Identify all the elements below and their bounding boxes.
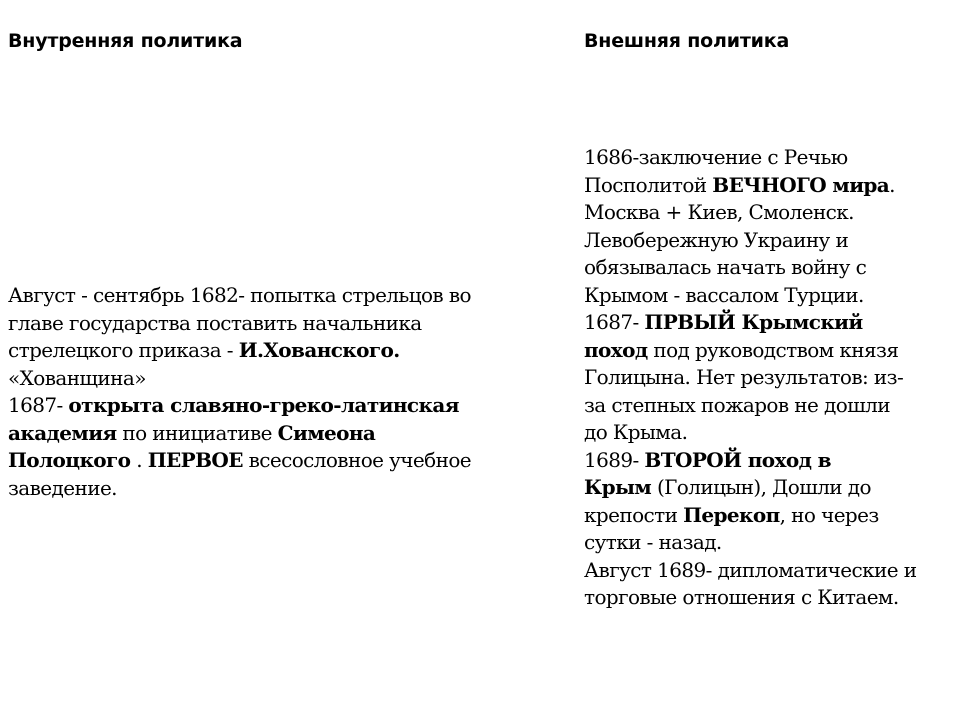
text-line [584,254,956,282]
text-line [8,392,568,420]
text-line [584,282,956,310]
text-line [584,172,956,200]
text-line [584,199,956,227]
text-line [8,310,568,338]
text-run: сутки - назад. [584,530,722,554]
text-run: 1687- [8,393,69,417]
text-run-bold: Перекоп [683,502,780,527]
text-run: . [130,448,148,472]
text-line [8,447,568,475]
text-run: Левобережную Украину и [584,227,849,252]
text-line [584,392,956,420]
text-run: Посполитой [584,172,713,197]
text-line [584,419,956,447]
text-line [584,227,956,255]
text-run: всесословное учебное [242,448,472,472]
internal-policy-heading: Внутренняя политика [8,30,243,52]
text-line [584,529,956,557]
text-line [8,337,568,365]
text-run: за степных пожаров не дошли [584,392,890,417]
text-run-bold: Полоцкого [8,448,131,472]
text-line [584,364,956,392]
text-run: по инициативе [116,420,278,445]
text-run-bold: академия [8,420,117,445]
text-run-bold: Симеона [277,420,376,445]
text-run: 1687- [584,310,645,334]
text-run-bold: ПЕРВОЕ [147,448,243,472]
text-run: Август 1689- дипломатические и [584,557,917,582]
text-line [8,282,568,310]
text-line [584,502,956,530]
text-run: «Хованщина» [8,365,146,390]
text-run-bold: ВТОРОЙ поход в [644,447,831,472]
text-run: (Голицын), Дошли до [651,475,871,499]
text-line [584,474,956,502]
text-run: главе государства поставить начальника [8,310,422,335]
text-line [8,420,568,448]
text-run: Москва + Киев, Смоленск. [584,200,854,224]
text-line [584,337,956,365]
text-run-bold: открыта славяно-греко-латинская [68,393,459,417]
text-line [584,144,956,172]
text-run: торговые отношения с Китаем. [584,585,899,609]
text-run: 1686-заключение с Речью [584,145,848,169]
foreign-policy-text [584,144,956,612]
text-run-bold: Крым [584,475,652,499]
text-line [584,557,956,585]
text-run: . [889,172,895,197]
text-line [8,365,568,393]
text-run: заведение. [8,475,117,500]
foreign-policy-heading: Внешняя политика [584,30,790,52]
text-line [584,447,956,475]
text-run: до Крыма. [584,420,688,444]
text-run: крепости [584,502,684,527]
text-run: Крымом - вассалом Турции. [584,282,864,307]
text-line [584,309,956,337]
text-line [8,475,568,503]
text-line [584,584,956,612]
text-run: обязывалась начать войну с [584,255,867,279]
text-run-bold: поход [584,337,648,362]
text-run: Голицына. Нет результатов: из- [584,365,904,389]
text-run: стрелецкого приказа - [8,338,239,362]
text-run: 1689- [584,447,645,472]
text-run-bold: ПРВЫЙ Крымский [644,310,863,334]
text-run-bold: И.Хованского. [238,338,400,362]
internal-policy-text [8,282,568,502]
text-run: , но через [779,502,879,527]
text-run: Август - сентябрь 1682- попытка стрельцов во [8,283,471,307]
text-run-bold: ВЕЧНОГО мира [712,172,890,197]
text-run: под руководством князя [647,337,899,362]
